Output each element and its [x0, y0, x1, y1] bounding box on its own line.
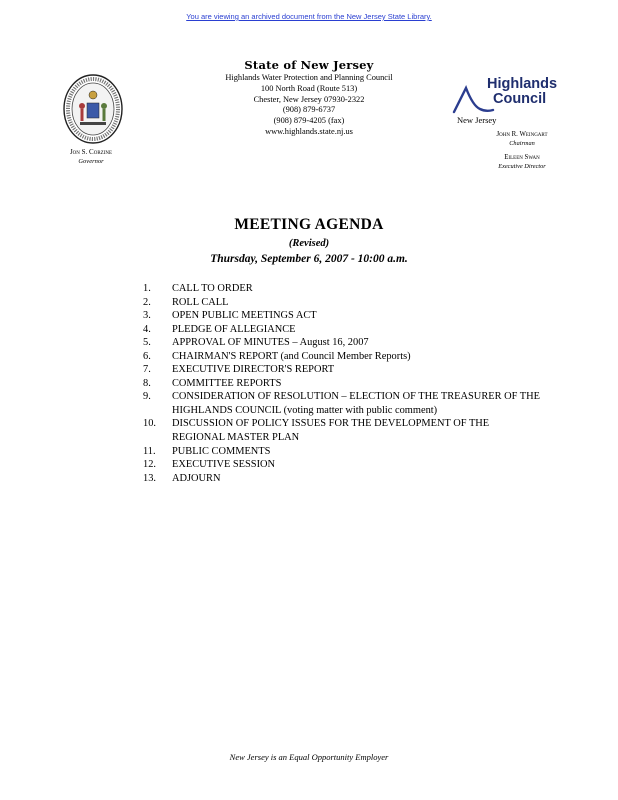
- state-title: State of New Jersey: [244, 58, 374, 72]
- agenda-item: [143, 458, 543, 472]
- agenda-item: [143, 282, 543, 296]
- phone: (908) 879-6737: [282, 105, 336, 115]
- agenda-item-text: EXECUTIVE SESSION: [172, 459, 276, 471]
- address-line-1: 100 North Road (Route 513): [260, 83, 358, 93]
- meeting-datetime: Thursday, September 6, 2007 - 10:00 a.m.: [210, 253, 408, 265]
- agenda-item-text: ROLL CALL: [172, 296, 229, 308]
- fax: (908) 879-4205 (fax): [273, 116, 345, 126]
- agenda-item-text: PUBLIC COMMENTS: [172, 445, 271, 457]
- agenda-item: [143, 377, 543, 391]
- chairman-title: Chairman: [509, 139, 535, 147]
- council-name: Highlands Water Protection and Planning Council: [225, 73, 393, 82]
- agenda-item-number: 12.: [143, 459, 156, 471]
- agenda-item: [143, 323, 543, 337]
- governor-block: [40, 148, 142, 166]
- agenda-item-text: CHAIRMAN'S REPORT (and Council Member Reports): [172, 350, 411, 362]
- meeting-revised: (Revised): [288, 238, 330, 249]
- archive-notice-link[interactable]: You are viewing an archived document from the New Jersey State Library.: [186, 12, 432, 21]
- agenda-item-text: DISCUSSION OF POLICY ISSUES FOR THE DEVELOPMENT OF THE REGIONAL MASTER PLAN: [172, 418, 490, 444]
- agenda-item-text: CONSIDERATION OF RESOLUTION – ELECTION OF THE TREASURER OF THE HIGHLANDS COUNCIL (voting matter with public comment): [172, 391, 541, 416]
- state-seal-icon: [62, 73, 124, 145]
- agenda-item-number: 5.: [143, 337, 151, 349]
- agenda-item-number: 13.: [143, 472, 156, 484]
- agenda-item-text: EXECUTIVE DIRECTOR'S REPORT: [172, 364, 335, 376]
- governor-name: Jon S. Corzine: [69, 148, 113, 156]
- agenda-item: [143, 417, 543, 444]
- agenda-item: [143, 363, 543, 377]
- director-title: Executive Director: [498, 162, 546, 170]
- agenda-item-text: ADJOURN: [172, 472, 221, 484]
- agenda-item-number: 11.: [143, 445, 156, 457]
- agenda-item-number: 2.: [143, 296, 151, 308]
- agenda-item: [143, 350, 543, 364]
- director-name: Eileen Swan: [504, 154, 540, 162]
- agenda-item-text: CALL TO ORDER: [172, 283, 253, 294]
- agenda-item-number: 1.: [143, 283, 151, 294]
- logo-line-1: Highlands: [487, 76, 558, 92]
- meeting-title: MEETING AGENDA: [234, 216, 384, 233]
- agenda-item-number: 6.: [143, 350, 151, 362]
- chairman-name: John R. Weingart: [496, 131, 548, 138]
- agenda-item-text: APPROVAL OF MINUTES – August 16, 2007: [172, 337, 369, 349]
- logo-line-2: Council: [493, 91, 547, 107]
- agenda-item: [143, 390, 543, 417]
- agenda-item-number: 4.: [143, 323, 151, 335]
- letterhead: [170, 58, 448, 138]
- agenda-item: [143, 472, 543, 486]
- footer-eoe: New Jersey is an Equal Opportunity Employer: [229, 752, 389, 762]
- agenda-item: [143, 336, 543, 350]
- agenda-item: [143, 445, 543, 459]
- agenda-item-number: 7.: [143, 364, 151, 376]
- agenda-item-number: 9.: [143, 391, 151, 403]
- agenda-item-number: 8.: [143, 377, 151, 389]
- logo-state-label: New Jersey: [457, 115, 497, 125]
- agenda-item-text: COMMITTEE REPORTS: [172, 377, 282, 389]
- agenda-item-number: 3.: [143, 310, 151, 322]
- officers-block: [468, 131, 576, 171]
- agenda-item: [143, 296, 543, 310]
- agenda-item-text: OPEN PUBLIC MEETINGS ACT: [172, 310, 317, 322]
- agenda-item: [143, 309, 543, 323]
- address-line-2: Chester, New Jersey 07930-2322: [253, 94, 365, 104]
- website: www.highlands.state.nj.us: [265, 126, 353, 136]
- agenda-item-number: 10.: [143, 418, 156, 430]
- governor-title: Governor: [78, 158, 104, 165]
- agenda-list: [143, 282, 543, 485]
- agenda-item-text: PLEDGE OF ALLEGIANCE: [172, 323, 296, 335]
